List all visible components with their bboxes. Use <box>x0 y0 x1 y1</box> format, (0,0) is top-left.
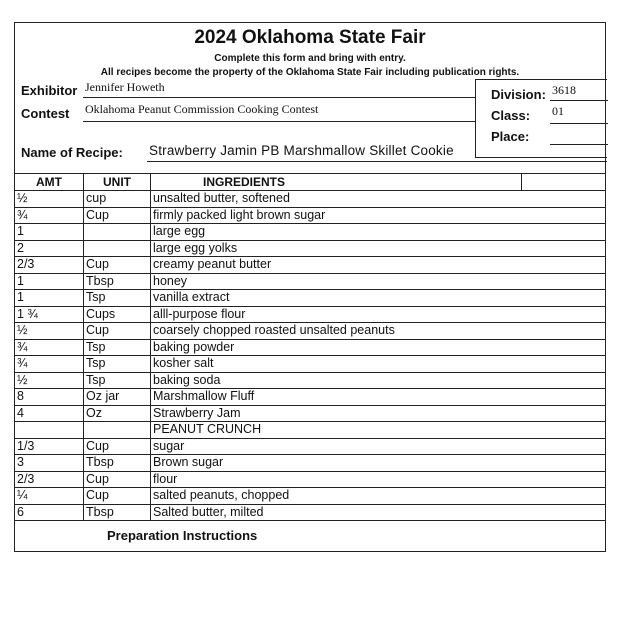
ingredient-cell[interactable]: sugar <box>151 438 522 455</box>
ingredient-cell[interactable]: large egg <box>151 224 522 241</box>
amount-cell[interactable]: 2 <box>15 240 84 257</box>
blank-cell <box>522 257 607 274</box>
unit-cell[interactable]: Cup <box>84 323 151 340</box>
amount-cell[interactable]: 3 <box>15 455 84 472</box>
unit-cell[interactable]: Tsp <box>84 372 151 389</box>
amount-cell[interactable]: 1 <box>15 290 84 307</box>
amount-cell[interactable]: ¾ <box>15 339 84 356</box>
table-header-row <box>15 174 607 191</box>
amount-cell[interactable]: 1 ¾ <box>15 306 84 323</box>
ingredient-cell[interactable]: Salted butter, milted <box>151 504 522 521</box>
recipe-name-field[interactable]: Strawberry Jamin PB Marshmallow Skillet Cookie <box>149 143 454 158</box>
ingredient-cell[interactable]: baking soda <box>151 372 522 389</box>
ingredient-cell[interactable]: salted peanuts, chopped <box>151 488 522 505</box>
blank-cell <box>522 422 607 439</box>
table-row <box>15 290 607 307</box>
amount-cell[interactable]: ½ <box>15 372 84 389</box>
blank-cell <box>522 191 607 208</box>
class-line <box>550 123 608 124</box>
blank-cell <box>522 471 607 488</box>
table-row <box>15 471 607 488</box>
unit-cell[interactable]: Tsp <box>84 356 151 373</box>
form-instructions: Complete this form and bring with entry. <box>214 53 406 64</box>
amount-cell[interactable]: ¾ <box>15 356 84 373</box>
contest-line <box>83 121 475 122</box>
exhibitor-line <box>83 97 475 98</box>
ingredients-table <box>14 173 606 521</box>
blank-cell <box>522 306 607 323</box>
division-label: Division: <box>491 87 546 102</box>
ingredient-cell[interactable]: unsalted butter, softened <box>151 191 522 208</box>
table-row <box>15 438 607 455</box>
ingredient-cell[interactable]: flour <box>151 471 522 488</box>
table-row <box>15 455 607 472</box>
table-row <box>15 306 607 323</box>
unit-cell[interactable]: Tbsp <box>84 455 151 472</box>
unit-cell[interactable]: Cups <box>84 306 151 323</box>
amount-cell[interactable]: 1/3 <box>15 438 84 455</box>
unit-cell[interactable]: Cup <box>84 438 151 455</box>
amount-cell[interactable] <box>15 422 84 439</box>
unit-cell[interactable]: Tbsp <box>84 273 151 290</box>
unit-cell[interactable]: Cup <box>84 488 151 505</box>
amount-cell[interactable]: 1 <box>15 224 84 241</box>
blank-cell <box>522 273 607 290</box>
table-row <box>15 504 607 521</box>
blank-cell <box>522 207 607 224</box>
amount-cell[interactable]: 2/3 <box>15 257 84 274</box>
ingredient-cell[interactable]: baking powder <box>151 339 522 356</box>
blank-cell <box>522 240 607 257</box>
table-row <box>15 405 607 422</box>
table-row <box>15 224 607 241</box>
ingredient-cell[interactable]: alll-purpose flour <box>151 306 522 323</box>
table-row <box>15 240 607 257</box>
unit-cell[interactable] <box>84 240 151 257</box>
unit-cell[interactable]: Cup <box>84 207 151 224</box>
blank-cell <box>522 438 607 455</box>
table-row <box>15 339 607 356</box>
column-header-ingredients: INGREDIENTS <box>151 174 522 191</box>
place-label: Place: <box>491 129 530 144</box>
blank-cell <box>522 356 607 373</box>
amount-cell[interactable]: ¾ <box>15 207 84 224</box>
blank-cell <box>522 405 607 422</box>
amount-cell[interactable]: 1 <box>15 273 84 290</box>
blank-cell <box>522 488 607 505</box>
unit-cell[interactable]: Oz jar <box>84 389 151 406</box>
ingredient-cell[interactable]: vanilla extract <box>151 290 522 307</box>
column-header-unit: UNIT <box>84 174 151 191</box>
unit-cell[interactable]: cup <box>84 191 151 208</box>
ingredients-body <box>15 191 607 521</box>
unit-cell[interactable]: Tsp <box>84 339 151 356</box>
recipe-name-label: Name of Recipe: <box>21 145 123 160</box>
table-row <box>15 257 607 274</box>
ingredient-cell[interactable]: Strawberry Jam <box>151 405 522 422</box>
amount-cell[interactable]: ¼ <box>15 488 84 505</box>
blank-cell <box>522 339 607 356</box>
entry-form <box>14 22 606 552</box>
contest-label: Contest <box>21 106 70 121</box>
form-rights-notice: All recipes become the property of the Oklahoma State Fair including publication rights. <box>100 67 520 78</box>
blank-cell <box>522 389 607 406</box>
table-row <box>15 389 607 406</box>
judging-box <box>475 79 607 158</box>
ingredient-cell[interactable]: honey <box>151 273 522 290</box>
unit-cell[interactable]: Cup <box>84 257 151 274</box>
column-header-amt: AMT <box>15 174 84 191</box>
table-row <box>15 207 607 224</box>
recipe-name-line <box>147 161 607 162</box>
contest-field[interactable]: Oklahoma Peanut Commission Cooking Contest <box>85 102 319 116</box>
class-label: Class: <box>491 108 531 123</box>
amount-cell[interactable]: ½ <box>15 191 84 208</box>
ingredient-cell[interactable]: creamy peanut butter <box>151 257 522 274</box>
ingredient-cell[interactable]: coarsely chopped roasted unsalted peanuts <box>151 323 522 340</box>
blank-cell <box>522 455 607 472</box>
place-line <box>550 144 608 145</box>
ingredient-cell[interactable]: Brown sugar <box>151 455 522 472</box>
blank-cell <box>522 372 607 389</box>
amount-cell[interactable]: 4 <box>15 405 84 422</box>
unit-cell[interactable]: Tsp <box>84 290 151 307</box>
unit-cell[interactable]: Oz <box>84 405 151 422</box>
table-row <box>15 356 607 373</box>
exhibitor-field[interactable]: Jennifer Howeth <box>85 80 165 94</box>
unit-cell[interactable]: Tbsp <box>84 504 151 521</box>
exhibitor-label: Exhibitor <box>21 83 78 98</box>
unit-cell[interactable]: Cup <box>84 471 151 488</box>
unit-cell[interactable] <box>84 422 151 439</box>
blank-cell <box>522 323 607 340</box>
amount-cell[interactable]: 2/3 <box>15 471 84 488</box>
table-row <box>15 191 607 208</box>
ingredient-cell[interactable]: PEANUT CRUNCH <box>151 422 522 439</box>
blank-cell <box>522 504 607 521</box>
ingredient-cell[interactable]: firmly packed light brown sugar <box>151 207 522 224</box>
division-line <box>550 100 608 101</box>
ingredient-cell[interactable]: Marshmallow Fluff <box>151 389 522 406</box>
blank-cell <box>522 290 607 307</box>
class-field[interactable]: 01 <box>552 104 564 118</box>
table-row <box>15 488 607 505</box>
division-field[interactable]: 3618 <box>552 83 576 97</box>
unit-cell[interactable] <box>84 224 151 241</box>
table-row <box>15 422 607 439</box>
table-row <box>15 323 607 340</box>
ingredient-cell[interactable]: kosher salt <box>151 356 522 373</box>
amount-cell[interactable]: 6 <box>15 504 84 521</box>
amount-cell[interactable]: 8 <box>15 389 84 406</box>
ingredient-cell[interactable]: large egg yolks <box>151 240 522 257</box>
preparation-instructions-label: Preparation Instructions <box>107 528 258 543</box>
form-title: 2024 Oklahoma State Fair <box>194 27 426 48</box>
blank-cell <box>522 224 607 241</box>
table-row <box>15 273 607 290</box>
prep-divider <box>15 520 605 521</box>
table-row <box>15 372 607 389</box>
column-header-blank <box>522 174 607 191</box>
amount-cell[interactable]: ½ <box>15 323 84 340</box>
